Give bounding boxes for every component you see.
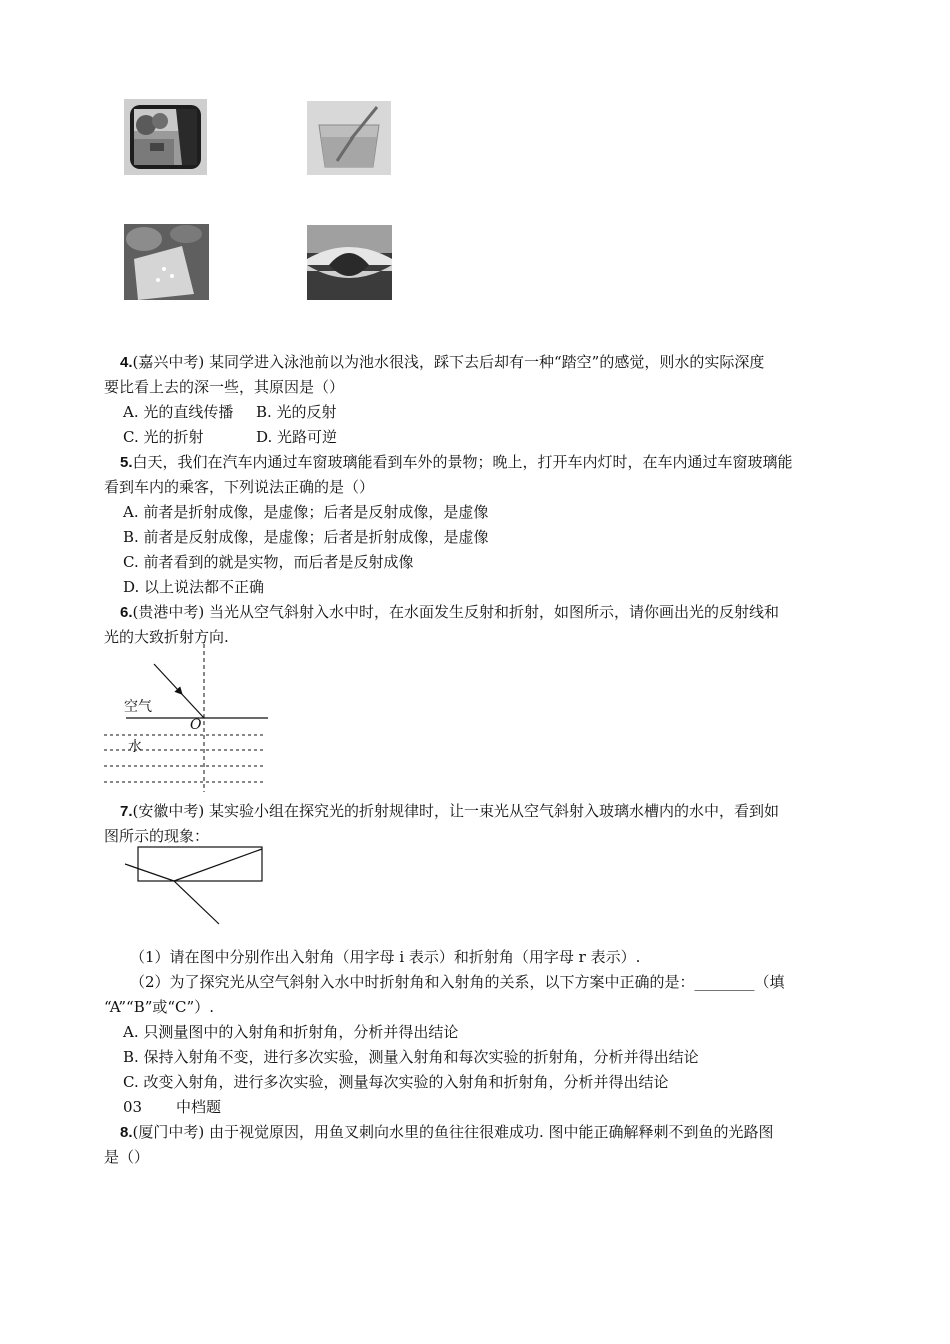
q8-number: 8. [120, 1124, 133, 1141]
q4-option-d: D. 光路可逆 [256, 428, 338, 446]
q4-stem-2: 要比看上去的深一些，其原因是（） [104, 378, 345, 396]
q7-subquestion-2-line2: “A”“B”或“C”）. [104, 998, 214, 1016]
q4-stem-1: (嘉兴中考) 某同学进入泳池前以为池水很浅，踩下去后却有一种“踏空”的感觉，则水的实际深度 [132, 353, 765, 371]
q8-text-line1 [120, 1122, 774, 1143]
q7-diagram [122, 842, 267, 930]
bridge-reflection-photo [307, 225, 392, 300]
water-label: 水 [128, 739, 142, 755]
section-number: 03 [123, 1098, 143, 1116]
glass-straw-photo [307, 101, 391, 175]
q6-text-line1 [120, 602, 779, 623]
q4-option-c: C. 光的折射 [123, 428, 204, 446]
q7-number: 7. [120, 803, 133, 820]
q7-stem-1: (安徽中考) 某实验小组在探究光的折射规律时，让一束光从空气斜射入玻璃水槽内的水中，看到如 [132, 802, 779, 820]
q5-number: 5. [120, 454, 133, 471]
q6-diagram [104, 644, 284, 794]
q6-stem-1: (贵港中考) 当光从空气斜射入水中时，在水面发生反射和折射，如图所示，请你画出光的反射线和 [132, 603, 779, 621]
refracted-beam [174, 881, 219, 924]
q4-option-a: A. 光的直线传播 [123, 403, 234, 421]
q5-option-a: A. 前者是折射成像，是虚像；后者是反射成像，是虚像 [123, 503, 489, 521]
q5-option-b: B. 前者是反射成像，是虚像；后者是折射成像，是虚像 [123, 528, 489, 546]
q7-subquestion-1: （1）请在图中分别作出入射角（用字母 i 表示）和折射角（用字母 r 表示）. [130, 948, 641, 966]
q4-number: 4. [120, 354, 133, 371]
section-title: 中档题 [176, 1098, 222, 1116]
q7-stem-2: 图所示的现象： [104, 827, 210, 845]
q4-text-line1 [120, 352, 764, 373]
q5-stem-2: 看到车内的乘客，下列说法正确的是（） [104, 478, 375, 496]
q7-text-line1 [120, 801, 779, 822]
reflected-beam [174, 849, 262, 881]
q8-stem-2: 是（） [104, 1148, 150, 1166]
q5-option-d: D. 以上说法都不正确 [123, 578, 265, 596]
q6-stem-2: 光的大致折射方向. [104, 628, 229, 646]
q6-number: 6. [120, 604, 133, 621]
origin-label: O [190, 717, 202, 733]
incident-ray [154, 664, 204, 718]
q7-option-a: A. 只测量图中的入射角和折射角，分析并得出结论 [123, 1023, 459, 1041]
q5-text-line1 [120, 452, 793, 473]
q7-option-b: B. 保持入射角不变，进行多次实验，测量入射角和每次实验的折射角，分析并得出结论 [123, 1048, 699, 1066]
q4-option-b: B. 光的反射 [256, 403, 337, 421]
q5-stem-1: 白天，我们在汽车内通过车窗玻璃能看到车外的景物；晚上，打开车内灯时，在车内通过车窗玻璃能 [132, 453, 793, 471]
q5-option-c: C. 前者看到的就是实物，而后者是反射成像 [123, 553, 414, 571]
mirror-photo [124, 99, 207, 175]
tank-outline [138, 847, 262, 881]
q7-option-c: C. 改变入射角，进行多次实验，测量每次实验的入射角和折射角，分析并得出结论 [123, 1073, 669, 1091]
q7-subquestion-2-line1: （2）为了探究光从空气斜射入水中时折射角和入射角的关系，以下方案中正确的是：________（填 [130, 973, 785, 991]
leaf-shadow-photo [124, 224, 209, 300]
air-label: 空气 [124, 699, 152, 715]
incident-beam [125, 864, 174, 881]
q8-stem-1: (厦门中考) 由于视觉原因，用鱼叉刺向水里的鱼往往很难成功. 图中能正确解释刺不到鱼的光路图 [132, 1123, 774, 1141]
